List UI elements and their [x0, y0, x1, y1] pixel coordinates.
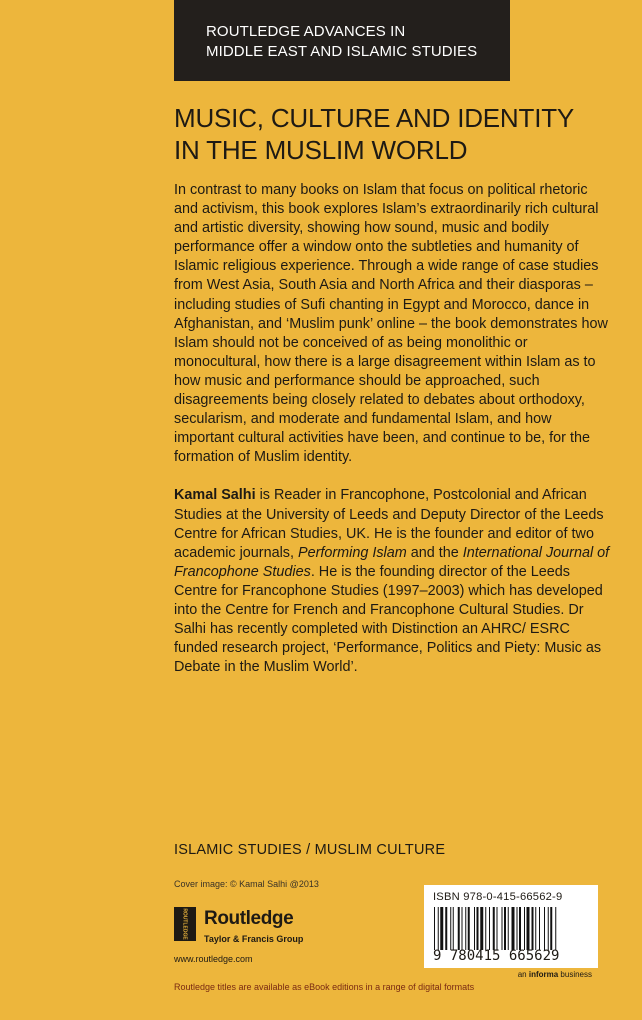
book-title-line-1: MUSIC, CULTURE AND IDENTITY — [174, 103, 575, 133]
barcode-bar — [504, 907, 506, 950]
barcode-bar — [532, 907, 534, 950]
barcode-bar — [502, 907, 503, 950]
barcode-bar — [440, 907, 443, 950]
barcode-bar — [555, 907, 556, 950]
barcode-bar — [453, 907, 454, 950]
series-line-2: MIDDLE EAST AND ISLAMIC STUDIES — [206, 43, 478, 60]
bio-text-3: . He is the founding director of the Leeds Centre for Francophone Studies (1997–2003) which has developed into the Centre for French and Francophone Cultural Studies. Dr Salhi has recently completed with Distinction an AHRC/ ESRC funded research project, ‘Performance, Politics and Piety: Music as Debate in the Muslim World’. — [174, 563, 603, 676]
informa-suffix: business — [558, 970, 592, 979]
cover-credit: Cover image: © Kamal Salhi @2013 — [174, 879, 319, 889]
ebook-note: Routledge titles are available as eBook editions in a range of digital formats — [174, 982, 475, 992]
barcode-bar — [519, 907, 521, 950]
barcode-bar — [438, 907, 439, 950]
book-title-line-2: IN THE MUSLIM WORLD — [174, 135, 468, 165]
journal-title-2: International Journal of Francophone Studies — [174, 544, 610, 580]
barcode-bar — [462, 907, 463, 950]
logo-wordmark: ROUTLEDGE — [181, 908, 188, 940]
isbn-label: ISBN 978-0-415-66562-9 — [433, 891, 563, 903]
journal-title-1: Performing Islam — [297, 544, 407, 561]
publisher-website[interactable]: www.routledge.com — [174, 954, 253, 964]
barcode-bar — [524, 907, 525, 950]
barcode-bar — [434, 907, 435, 950]
series-banner — [174, 0, 510, 81]
barcode-bar — [512, 907, 515, 950]
series-line-1: ROUTLEDGE ADVANCES IN — [206, 23, 406, 40]
isbn-barcode-box — [424, 885, 598, 968]
routledge-logo-icon — [174, 907, 196, 941]
barcode-bar — [450, 907, 451, 950]
publisher-name: Routledge — [204, 908, 294, 929]
barcode-bar — [458, 907, 460, 950]
barcode-bar — [489, 907, 490, 950]
barcode-bar — [465, 907, 466, 950]
barcode-bar — [474, 907, 475, 950]
barcode-bar — [445, 907, 447, 950]
barcode-bar — [517, 907, 518, 950]
informa-brand: informa — [528, 970, 559, 979]
bio-text-2: and the — [406, 544, 463, 561]
barcode-digits: 9 780415 665629 — [433, 948, 560, 964]
barcode-bar — [535, 907, 536, 950]
barcode-bar — [497, 907, 498, 950]
back-cover-text — [174, 181, 614, 677]
barcode-bar — [527, 907, 530, 950]
publisher-group: Taylor & Francis Group — [204, 934, 304, 944]
barcode-bar — [539, 907, 540, 950]
bio-text-1: is Reader in Francophone, Postcolonial and African Studies at the University of Leeds and Deputy Director of the Leeds Centre for African Studies, UK. He is the founder and editor of two academic journals, — [174, 487, 604, 561]
barcode-bar — [493, 907, 495, 950]
blurb-paragraph: In contrast to many books on Islam that focus on political rhetoric and activism, this book explores Islam’s extraordinarily rich cultural and artistic diversity, showing how sound, music and bodily performance offer a window onto the subtleties and humanity of Islamic religious experience. Through a wide range of case studies from West Asia, South Asia and North Africa and their diasporas – including studies of Sufi chanting in Egypt and Morocco, dance in Afghanistan, and ‘Muslim punk’ online – the book demonstrates how Islam should not be conceived of as being monolithic or monocultural, how there is a large disagreement within Islam as to how music and performance should be approached, such disagreements being closely related to debates about orthodoxy, secularism, and moderate and fundamental Islam, and how important cultural activities have been, and continue to be, for the formation of Muslim identity. — [174, 182, 608, 466]
subject-category: ISLAMIC STUDIES / MUSLIM CULTURE — [174, 842, 446, 858]
barcode-bar — [477, 907, 479, 950]
author-name: Kamal Salhi — [174, 487, 256, 504]
informa-prefix: an — [517, 970, 529, 979]
barcode-bar — [550, 907, 552, 950]
barcode-bar — [485, 907, 486, 950]
barcode-bar — [548, 907, 549, 950]
barcode-icon — [433, 907, 590, 950]
informa-note — [518, 970, 592, 979]
barcode-bar — [480, 907, 483, 950]
barcode-bar — [468, 907, 470, 950]
book-title — [174, 102, 614, 166]
author-bio — [174, 486, 614, 677]
barcode-bar — [544, 907, 545, 950]
barcode-bar — [508, 907, 509, 950]
